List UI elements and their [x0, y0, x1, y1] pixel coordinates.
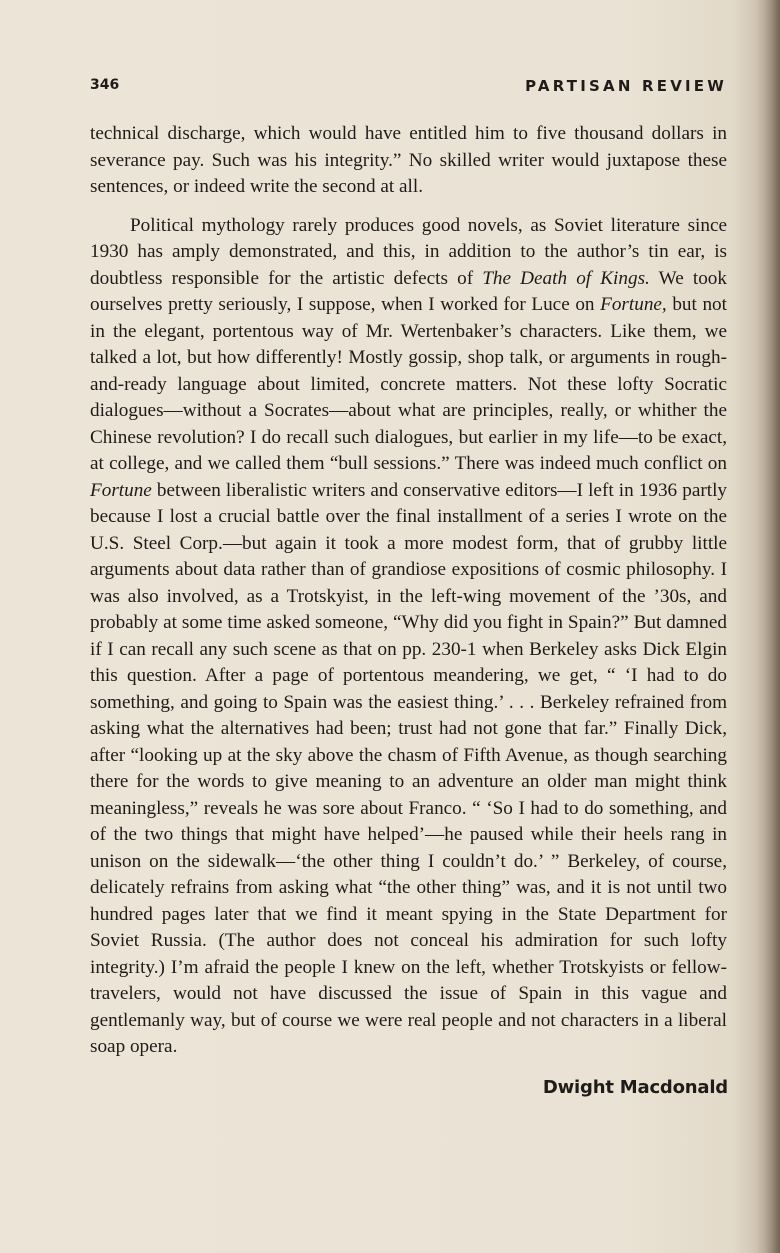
page-number: 346: [90, 77, 120, 93]
paragraph-2-text: Political mythology rarely produces good novels, as Soviet literature since 1930 has amply demonstrated, and this, in addition to the author’s tin ear, is doubtless responsible for the artistic defects of: [90, 214, 727, 289]
magazine-title-italic: Fortune: [90, 479, 152, 501]
spine-shadow: [756, 0, 780, 1253]
book-title-italic: The Death of Kings.: [482, 267, 650, 289]
paragraph-2-text: but not in the elegant, portentous way of Mr. Wertenbaker’s characters. Like them, we talked a lot, but how differently! Mostly gossip, shop talk, or arguments in rough-and-ready language about limited, concrete matters. Not these lofty Socratic dialogues—without a Socrates—about what are principles, really, or whither the Chinese revolution? I do recall such dialogues, but earlier in my life—to be exact, at college, and we called them “bull sessions.” There was indeed much conflict on: [90, 294, 727, 474]
running-title: PARTISAN REVIEW: [525, 77, 727, 95]
page-header: [90, 77, 727, 101]
magazine-title-italic: Fortune,: [600, 294, 667, 315]
paragraph-2-text: We took ourselves pretty seriously, I suppose, when I worked for Luce on: [90, 267, 727, 315]
article-body: [90, 121, 727, 1061]
author-signature: Dwight Macdonald: [542, 1077, 728, 1098]
paragraph-1: technical discharge, which would have entitled him to five thousand dollars in severance pay. Such was his integrity.” No skilled writer would juxtapose these sentences, or indeed write the second at all.: [90, 123, 727, 197]
paragraph-2-text: between liberalistic writers and conservative editors—I left in 1936 partly because I lost a crucial battle over the final installment of a series I wrote on the U.S. Steel Corp.—but again it took a more modest form, that of grubby little arguments about data rather than of grandiose expositions of cosmic philosophy. I was also involved, as a Trotskyist, in the left-wing movement of the ’30s, and probably at some time asked someone, “Why did you fight in Spain?” But damned if I can recall any such scene as that on pp. 230-1 when Berkeley asks Dick Elgin this question. After a page of portentous meandering, we get, “ ‘I had to do something, and going to Spain was the easiest thing.’ . . . Berkeley refrained from asking what the alternatives had been; trust had not gone that far.” Finally Dick, after “looking up at the sky above the chasm of Fifth Avenue, as though searching there for the words to give meaning to an adventure an older man might think meaningless,” reveals he was sore about Franco. “ ‘So I had to do something, and of the two things that might have helped’—he paused while their heels rang in unison on the sidewalk—‘the other thing I couldn’t do.’ ” Berkeley, of course, delicately refrains from asking what “the other thing” was, and it is not until two hundred pages later that we find it meant spying in the State Department for Soviet Russia. (The author does not conceal his admiration for such lofty integrity.) I’m afraid the people I knew on the left, whether Trotskyists or fellow-travelers, would not have discussed the issue of Spain in this vague and gentlemanly way, but of course we were real people and not characters in a liberal soap opera.: [90, 479, 727, 1057]
paragraph-2: [90, 213, 727, 1061]
